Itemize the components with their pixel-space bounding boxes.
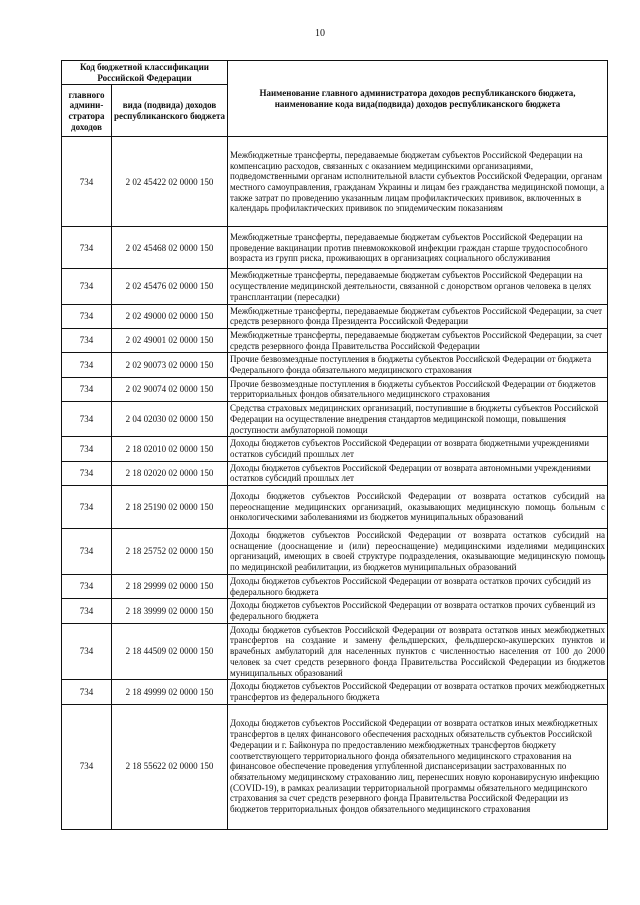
revenue-name-cell: Доходы бюджетов субъектов Российской Федерации от возврата остатков субсидий на переоснащение медицинских организаций, оказывающих медицинскую помощь больным с онкологическими заболеваниями из бюджетов муниципальных образований (228, 486, 608, 529)
revenue-code-cell: 2 02 45468 02 0000 150 (112, 227, 228, 269)
revenue-code-cell: 2 18 44509 02 0000 150 (112, 623, 228, 680)
revenue-name-cell: Межбюджетные трансферты, передаваемые бюджетам субъектов Российской Федерации на проведение вакцинации против пневмококковой инфекции граждан старше трудоспособного возраста из групп риска, проживающих в организациях социального обслуживания (228, 227, 608, 269)
table-row (62, 227, 608, 269)
admin-code-cell: 734 (62, 437, 112, 461)
revenue-name-cell: Средства страховых медицинских организаций, поступившие в бюджеты субъектов Российской Федерации на осуществление внедрения стандартов медицинской помощи, повышения доступности амбулаторной помощи (228, 402, 608, 437)
table-row (62, 304, 608, 328)
revenue-code-cell: 2 02 49001 02 0000 150 (112, 328, 228, 352)
header-budget-classification: Код бюджетной классификации Российской Федерации (62, 61, 228, 85)
header-revenue-code: вида (подвида) доходов республиканского бюджета (112, 85, 228, 137)
revenue-code-cell: 2 18 39999 02 0000 150 (112, 599, 228, 623)
revenue-name-cell: Доходы бюджетов субъектов Российской Федерации от возврата остатков иных межбюджетных трансфертов в целях финансового обеспечения расходных обязательств субъектов Российской Федерации и г. Байконура по предоставлению межбюджетных трансфертов бюджету соответствующего территориального фонда обязательного медицинского страхования на финансовое обеспечение проведения углубленной диспансеризации застрахованных по обязательному медицинскому страхованию лиц, перенесших новую коронавирусную инфекцию (COVID-19), в рамках реализации территориальной программы обязательного медицинского страхования за счет средств резервного фонда Правительства Российской Федерации из бюджетов территориальных фондов обязательного медицинского страхования (228, 704, 608, 829)
table-row (62, 377, 608, 401)
table-row (62, 680, 608, 704)
revenue-name-cell: Межбюджетные трансферты, передаваемые бюджетам субъектов Российской Федерации, за счет средств резервного фонда Правительства Российской Федерации (228, 328, 608, 352)
admin-code-cell: 734 (62, 304, 112, 328)
revenue-code-cell: 2 18 29999 02 0000 150 (112, 574, 228, 598)
revenue-name-cell: Доходы бюджетов субъектов Российской Федерации от возврата остатков прочих субсидий из федерального бюджета (228, 574, 608, 598)
revenue-name-cell: Доходы бюджетов субъектов Российской Федерации от возврата остатков прочих субвенций из федерального бюджета (228, 599, 608, 623)
admin-code-cell: 734 (62, 377, 112, 401)
revenue-code-cell: 2 18 02010 02 0000 150 (112, 437, 228, 461)
table-row (62, 623, 608, 680)
admin-code-cell: 734 (62, 599, 112, 623)
revenue-name-cell: Прочие безвозмездные поступления в бюджеты субъектов Российской Федерации от бюджетов территориальных фондов обязательного медицинского страхования (228, 377, 608, 401)
admin-code-cell: 734 (62, 353, 112, 377)
table-row (62, 574, 608, 598)
table-row (62, 437, 608, 461)
table-row (62, 486, 608, 529)
revenue-name-cell: Межбюджетные трансферты, передаваемые бюджетам субъектов Российской Федерации, за счет средств резервного фонда Президента Российской Федерации (228, 304, 608, 328)
table-row (62, 269, 608, 304)
revenue-code-cell: 2 02 45422 02 0000 150 (112, 137, 228, 227)
revenue-code-cell: 2 18 25752 02 0000 150 (112, 529, 228, 575)
header-admin-code: главного админи-стратора доходов (62, 85, 112, 137)
revenue-code-cell: 2 02 49000 02 0000 150 (112, 304, 228, 328)
revenue-code-cell: 2 18 55622 02 0000 150 (112, 704, 228, 829)
revenue-code-cell: 2 02 45476 02 0000 150 (112, 269, 228, 304)
page-number: 10 (315, 28, 325, 39)
revenue-name-cell: Доходы бюджетов субъектов Российской Федерации от возврата бюджетными учреждениями остатков субсидий прошлых лет (228, 437, 608, 461)
header-name: Наименование главного администратора доходов республиканского бюджета, наименование кода вида(подвида) доходов республиканского бюджета (228, 61, 608, 137)
revenue-name-cell: Межбюджетные трансферты, передаваемые бюджетам субъектов Российской Федерации на осуществление медицинской деятельности, связанной с донорством органов человека в целях трансплантации (пересадки) (228, 269, 608, 304)
table-row (62, 353, 608, 377)
admin-code-cell: 734 (62, 137, 112, 227)
admin-code-cell: 734 (62, 574, 112, 598)
table-row (62, 704, 608, 829)
revenue-name-cell: Прочие безвозмездные поступления в бюджеты субъектов Российской Федерации от бюджета Федерального фонда обязательного медицинского страхования (228, 353, 608, 377)
admin-code-cell: 734 (62, 269, 112, 304)
admin-code-cell: 734 (62, 328, 112, 352)
admin-code-cell: 734 (62, 529, 112, 575)
table-row (62, 599, 608, 623)
revenue-code-cell: 2 18 49999 02 0000 150 (112, 680, 228, 704)
table-row (62, 461, 608, 485)
admin-code-cell: 734 (62, 402, 112, 437)
revenue-name-cell: Доходы бюджетов субъектов Российской Федерации от возврата остатков иных межбюджетных трансфертов на создание и замену фельдшерских, фельдшерско-акушерских пунктов и врачебных амбулаторий для населенных пунктов с численностью населения от 100 до 2000 человек за счет средств резервного фонда Правительства Российской Федерации из бюджетов муниципальных образований (228, 623, 608, 680)
admin-code-cell: 734 (62, 623, 112, 680)
admin-code-cell: 734 (62, 461, 112, 485)
revenue-code-cell: 2 02 90073 02 0000 150 (112, 353, 228, 377)
table-row (62, 402, 608, 437)
table-row (62, 328, 608, 352)
revenue-code-cell: 2 18 25190 02 0000 150 (112, 486, 228, 529)
admin-code-cell: 734 (62, 227, 112, 269)
revenue-code-cell: 2 04 02030 02 0000 150 (112, 402, 228, 437)
table-row (62, 137, 608, 227)
admin-code-cell: 734 (62, 680, 112, 704)
revenue-name-cell: Доходы бюджетов субъектов Российской Федерации от возврата остатков субсидий на оснащение (дооснащение и (или) переоснащение) медицинскими изделиями медицинских организаций, имеющих в своей структуре подразделения, оказывающие медицинскую помощь по медицинской реабилитации, из бюджетов муниципальных образований (228, 529, 608, 575)
table-body (62, 137, 608, 829)
revenue-code-cell: 2 18 02020 02 0000 150 (112, 461, 228, 485)
revenue-name-cell: Доходы бюджетов субъектов Российской Федерации от возврата остатков прочих межбюджетных трансфертов из федерального бюджета (228, 680, 608, 704)
revenue-name-cell: Межбюджетные трансферты, передаваемые бюджетам субъектов Российской Федерации на компенсацию расходов, связанных с оказанием медицинскими организациями, подведомственными органам исполнительной власти субъектов Российской Федерации, органам местного самоуправления, гражданам Украины и лицам без гражданства медицинской помощи, а также затрат по проведению указанным лицам профилактических прививок, включенных в календарь профилактических прививок по эпидемическим показаниям (228, 137, 608, 227)
revenue-codes-table (61, 60, 608, 830)
revenue-name-cell: Доходы бюджетов субъектов Российской Федерации от возврата автономными учреждениями остатков субсидий прошлых лет (228, 461, 608, 485)
admin-code-cell: 734 (62, 704, 112, 829)
revenue-code-cell: 2 02 90074 02 0000 150 (112, 377, 228, 401)
table-row (62, 529, 608, 575)
admin-code-cell: 734 (62, 486, 112, 529)
